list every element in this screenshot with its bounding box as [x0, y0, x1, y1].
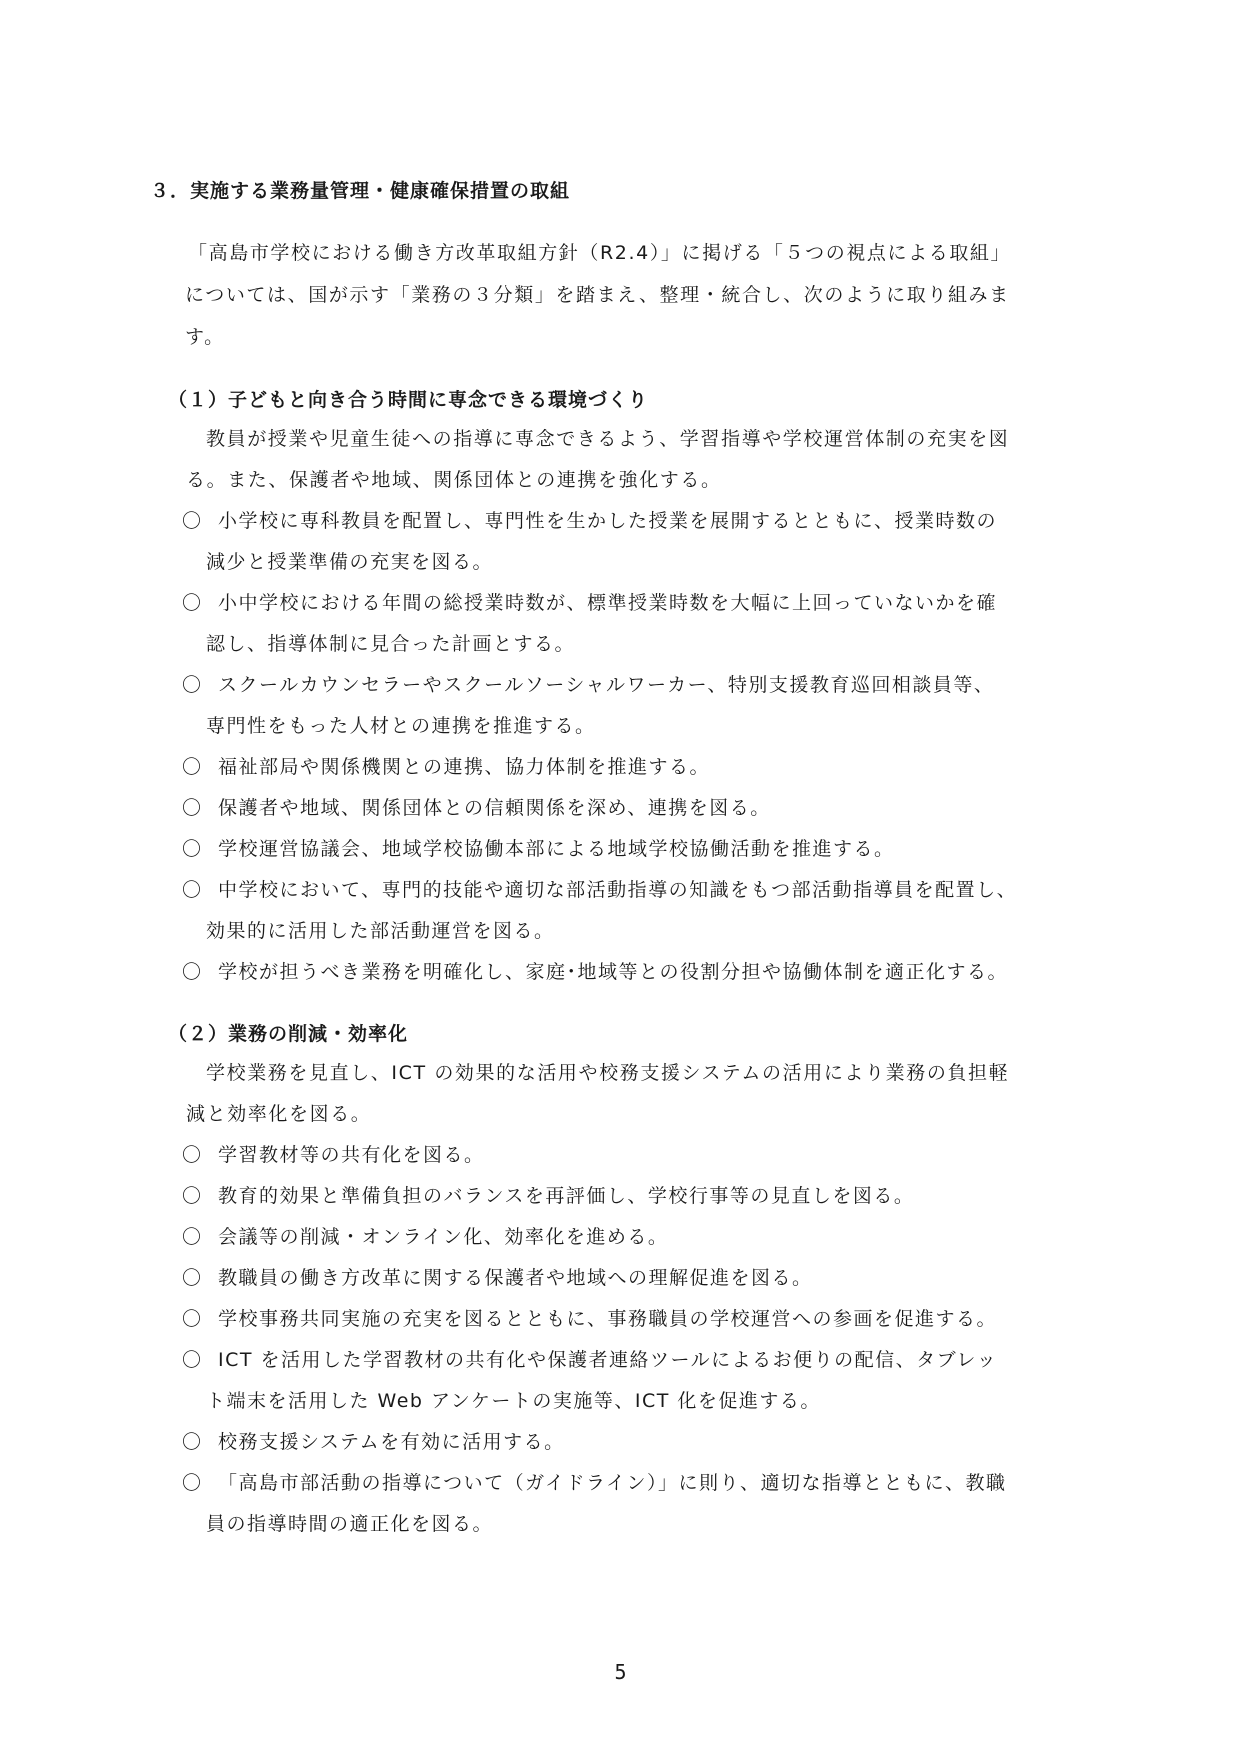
description-line: 学校業務を見直し、ICT の効果的な活用や校務支援システムの活用により業務の負担軽	[206, 1062, 1010, 1084]
list-item: 〇 教育的効果と準備負担のバランスを再評価し、学校行事等の見直しを図る。	[168, 1176, 1098, 1217]
list-item: 〇 「高島市部活動の指導について（ガイドライン）」に則り、適切な指導とともに、教職 員の指導時間の適正化を図る。	[168, 1463, 1098, 1545]
list-item: 〇 スクールカウンセラーやスクールソーシャルワーカー、特別支援教育巡回相談員等、 専門性をもった人材との連携を推進する。	[168, 665, 1098, 747]
circle-bullet: 〇	[182, 1349, 203, 1371]
list-item: 〇 小学校に専科教員を配置し、専門性を生かした授業を展開するとともに、授業時数の 減少と授業準備の充実を図る。	[168, 501, 1098, 583]
section-heading: ３．実施する業務量管理・健康確保措置の取組	[150, 180, 571, 202]
circle-bullet: 〇	[182, 1144, 203, 1166]
circle-bullet: 〇	[182, 1185, 203, 1207]
description-line: 減と効率化を図る。	[186, 1103, 372, 1125]
circle-bullet: 〇	[182, 879, 203, 901]
list-item: 〇 教職員の働き方改革に関する保護者や地域への理解促進を図る。	[168, 1258, 1098, 1299]
measure-list	[168, 1135, 1098, 1545]
circle-bullet: 〇	[182, 1267, 203, 1289]
list-item: 〇 ICT を活用した学習教材の共有化や保護者連絡ツールによるお便りの配信、タブレッ ト端末を活用した Web アンケートの実施等、ICT 化を促進する。	[168, 1340, 1098, 1422]
circle-bullet: 〇	[182, 592, 203, 614]
list-item: 〇 中学校において、専門的技能や適切な部活動指導の知識をもつ部活動指導員を配置し、 効果的に活用した部活動運営を図る。	[168, 870, 1098, 952]
list-item: 〇 学校運営協議会、地域学校協働本部による地域学校協働活動を推進する。	[168, 829, 1098, 870]
circle-bullet: 〇	[182, 756, 203, 778]
page-number: 5	[614, 1660, 627, 1684]
measure-list	[168, 501, 1098, 993]
list-item: 〇 学校事務共同実施の充実を図るとともに、事務職員の学校運営への参画を促進する。	[168, 1299, 1098, 1340]
circle-bullet: 〇	[182, 797, 203, 819]
subsection-heading: （２）業務の削減・効率化	[168, 1023, 409, 1045]
list-item: 〇 会議等の削減・オンライン化、効率化を進める。	[168, 1217, 1098, 1258]
list-item: 〇 校務支援システムを有効に活用する。	[168, 1422, 1098, 1463]
intro-line: 「高島市学校における働き方改革取組方針（R2.4）」に掲げる「５つの視点による取組」	[188, 242, 1012, 264]
description-line: 教員が授業や児童生徒への指導に専念できるよう、学習指導や学校運営体制の充実を図	[206, 428, 1010, 450]
intro-paragraph	[185, 232, 1088, 358]
list-item: 〇 学校が担うべき業務を明確化し、家庭･地域等との役割分担や協働体制を適正化する。	[168, 952, 1098, 993]
subsection-description	[168, 419, 1098, 501]
description-line: る。また、保護者や地域、関係団体との連携を強化する。	[186, 469, 722, 491]
circle-bullet: 〇	[182, 1472, 203, 1494]
subsection-heading: （１）子どもと向き合う時間に専念できる環境づくり	[168, 389, 649, 411]
list-item: 〇 福祉部局や関係機関との連携、協力体制を推進する。	[168, 747, 1098, 788]
subsection-environment	[168, 381, 1098, 993]
circle-bullet: 〇	[182, 1226, 203, 1248]
intro-line: については、国が示す「業務の３分類」を踏まえ、整理・統合し、次のように取り組みま	[185, 284, 1010, 306]
circle-bullet: 〇	[182, 1431, 203, 1453]
list-item: 〇 小中学校における年間の総授業時数が、標準授業時数を大幅に上回っていないかを確 認し、指導体制に見合った計画とする。	[168, 583, 1098, 665]
subsection-efficiency	[168, 1015, 1098, 1545]
circle-bullet: 〇	[182, 674, 203, 696]
circle-bullet: 〇	[182, 838, 203, 860]
circle-bullet: 〇	[182, 510, 203, 532]
circle-bullet: 〇	[182, 1308, 203, 1330]
intro-line: す。	[185, 326, 225, 348]
list-item: 〇 保護者や地域、関係団体との信頼関係を深め、連携を図る。	[168, 788, 1098, 829]
list-item: 〇 学習教材等の共有化を図る。	[168, 1135, 1098, 1176]
subsection-description	[168, 1053, 1098, 1135]
circle-bullet: 〇	[182, 961, 203, 983]
